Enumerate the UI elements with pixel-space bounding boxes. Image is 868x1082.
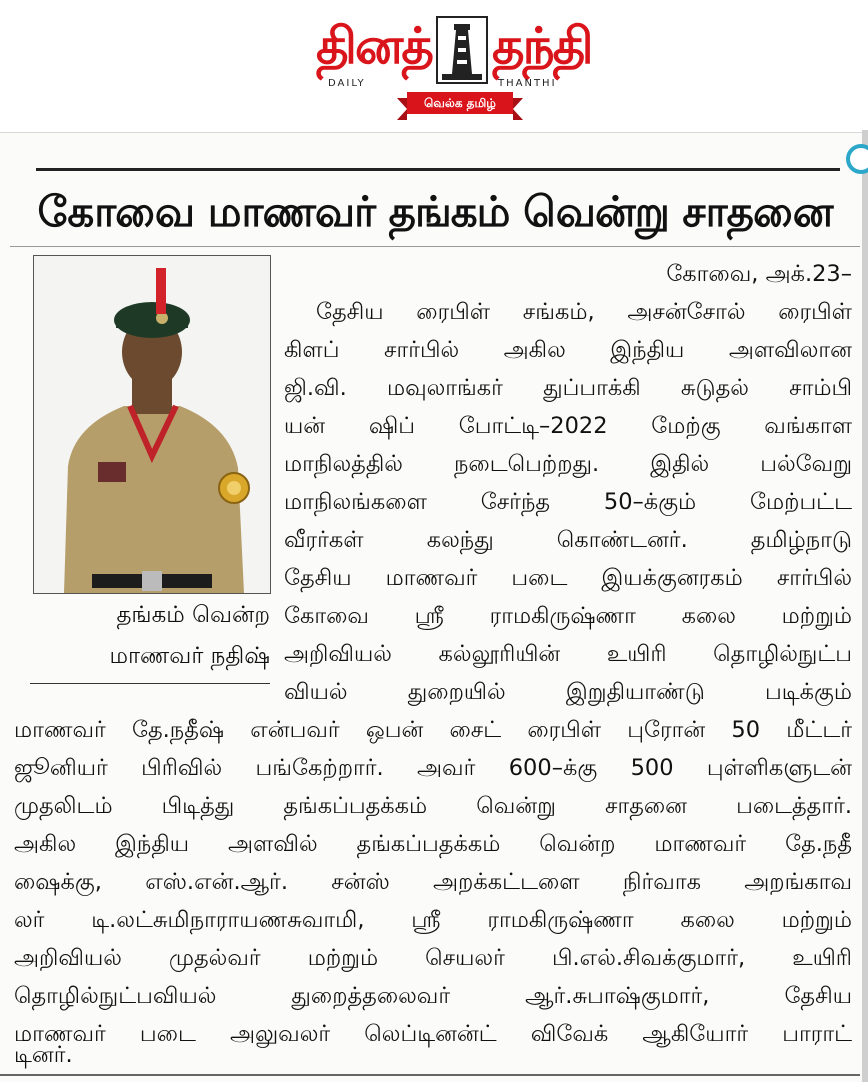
circle-icon — [846, 144, 868, 174]
divider — [36, 168, 840, 171]
masthead — [0, 0, 868, 133]
body-line: ஜி.வி. மவுலாங்கர் துப்பாக்கி சுடுதல் சாம்பி — [284, 375, 852, 401]
body-line: லர் டி.லட்சுமிநாராயணசுவாமி, ஸ்ரீ ராமகிருஷ்ணா கலை மற்றும் — [14, 907, 852, 933]
body-line: தேசிய மாணவர் படை இயக்குனரகம் சார்பில் — [284, 565, 852, 591]
page-edge — [862, 130, 868, 1082]
body-line: கிளப் சார்பில் அகில இந்திய அளவிலான — [284, 337, 852, 363]
photo-caption — [40, 595, 270, 677]
body-line: மாணவர் படை அலுவலர் லெப்டினன்ட் விவேக் ஆகியோர் பாராட் — [14, 1021, 852, 1047]
body-line: மாநிலங்களை சேர்ந்த 50–க்கும் மேற்பட்ட — [284, 489, 852, 515]
article-dateline: கோவை, அக்.23– — [666, 261, 852, 287]
body-line: ஜூனியர் பிரிவில் பங்கேற்றார். அவர் 600–க்கு 500 புள்ளிகளுடன் — [14, 755, 852, 781]
body-line: டினர். — [14, 1042, 73, 1068]
logo-text-right: தந்தி — [492, 16, 592, 75]
body-line: தேசிய ரைபிள் சங்கம், அசன்சோல் ரைபிள் — [316, 299, 852, 325]
body-line: அகில இந்திய அளவில் தங்கப்பதக்கம் வென்ற மாணவர் தே.நதீ — [14, 831, 852, 857]
divider — [30, 683, 270, 684]
slogan-ribbon: வெல்க தமிழ் — [407, 92, 513, 114]
body-line: யன் ஷிப் போட்டி–2022 மேற்கு வங்காள — [284, 413, 852, 439]
body-line: அறிவியல் முதல்வர் மற்றும் செயலர் பி.எல்.சிவக்குமார், உயிரி — [14, 945, 852, 971]
body-line: தொழில்நுட்பவியல் துறைத்தலைவர் ஆர்.சுபாஷ்குமார், தேசிய — [14, 983, 852, 1009]
logo-text-left: தினத் — [315, 16, 432, 75]
logo-english-right: THANTHI — [498, 78, 557, 89]
body-line: மாநிலத்தில் நடைபெற்றது. இதில் பல்வேறு — [284, 451, 852, 477]
student-photo — [33, 255, 271, 594]
body-line: கோவை ஸ்ரீ ராமகிருஷ்ணா கலை மற்றும் — [284, 603, 852, 629]
logo-english-left: DAILY — [328, 78, 366, 89]
caption-line: தங்கம் வென்ற — [116, 602, 270, 628]
body-line: மாணவர் தே.நதீஷ் என்பவர் ஒபன் சைட் ரைபிள் புரோன் 50 மீட்டர் — [14, 717, 852, 743]
caption-line: மாணவர் நதிஷ் — [109, 643, 270, 669]
body-line: வீரர்கள் கலந்து கொண்டனர். தமிழ்நாடு — [284, 527, 852, 553]
lighthouse-logo-icon — [436, 16, 488, 84]
article-headline: கோவை மாணவர் தங்கம் வென்று சாதனை — [37, 187, 833, 236]
body-line: வியல் துறையில் இறுதியாண்டு படிக்கும் — [284, 679, 852, 705]
divider — [10, 246, 860, 247]
body-line: ஷைக்கு, எஸ்.என்.ஆர். சன்ஸ் அறக்கட்டளை நிர்வாக அறங்காவ — [14, 869, 852, 895]
body-line: முதலிடம் பிடித்து தங்கப்பதக்கம் வென்று சாதனை படைத்தார். — [14, 793, 852, 819]
divider — [0, 1074, 860, 1076]
body-line: அறிவியல் கல்லூரியின் உயிரி தொழில்நுட்ப — [284, 641, 852, 667]
